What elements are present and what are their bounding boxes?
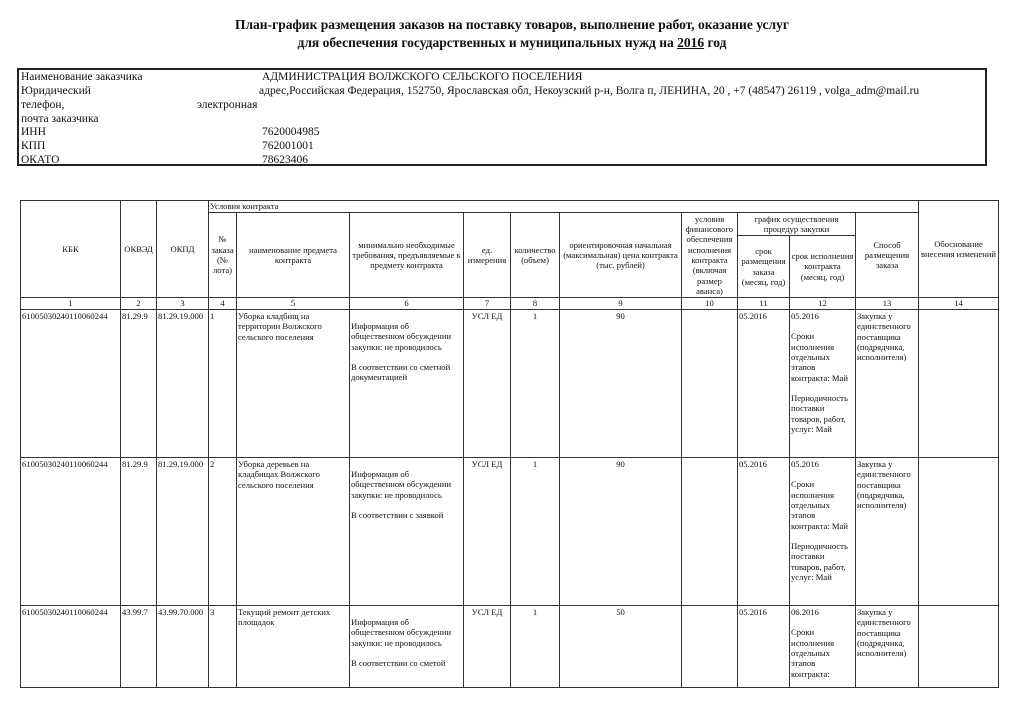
cell-placement: 05.2016 bbox=[738, 606, 790, 688]
exec-terms: Сроки исполнения отдельных этапов контракта: Май bbox=[791, 479, 848, 531]
cell-okved: 81.29.9 bbox=[121, 458, 157, 606]
cell-placement: 05.2016 bbox=[738, 310, 790, 458]
address-value: адрес,Российская Федерация, 152750, Ярославская обл, Некоузский р-н, Волга п, ЛЕНИНА, 20 , +7 (48547) 26119 , volga_adm@mail.ru bbox=[259, 85, 920, 97]
col-number: 10 bbox=[682, 298, 738, 310]
cell-okpd: 43.99.70.000 bbox=[157, 606, 209, 688]
col-number: 14 bbox=[919, 298, 999, 310]
cell-method: Закупка у единственного поставщика (подрядчика, исполнителя) bbox=[856, 310, 919, 458]
cell-subject: Уборка кладбищ на территории Волжского сельского поселения bbox=[237, 310, 350, 458]
cell-kbk: 61005030240110060244 bbox=[21, 310, 121, 458]
okato-value: 78623406 bbox=[262, 154, 308, 166]
exec-date: 05.2016 bbox=[791, 459, 819, 469]
cell-requirements bbox=[350, 606, 464, 688]
kpp-label: КПП bbox=[21, 140, 46, 152]
cell-requirements bbox=[350, 458, 464, 606]
cell-justification bbox=[919, 606, 999, 688]
cell-price: 50 bbox=[560, 606, 682, 688]
req-basis: В соответствии со сметой bbox=[351, 657, 446, 668]
header-unit: ед. измерения bbox=[464, 213, 511, 298]
cell-placement: 05.2016 bbox=[738, 458, 790, 606]
header-requirements: минимально необходимые требования, предъявляемые к предмету контракта bbox=[350, 213, 464, 298]
inn-value: 7620004985 bbox=[262, 126, 320, 138]
phone-label: телефон, bbox=[21, 99, 65, 111]
col-number: 3 bbox=[157, 298, 209, 310]
header-security: условия финансового обеспечения исполнения контракта (включая размер аванса) bbox=[682, 213, 738, 298]
cell-okpd: 81.29.19.000 bbox=[157, 458, 209, 606]
table-row bbox=[21, 310, 999, 458]
header-conditions: Условия контракта bbox=[209, 201, 919, 213]
cell-execution bbox=[790, 458, 856, 606]
req-discussion: Информация об общественном обсуждении закупки: не проводилось bbox=[351, 617, 452, 648]
title-prefix: для обеспечения государственных и муниципальных нужд на bbox=[297, 35, 674, 50]
page-title-line1: План-график размещения заказов на поставку товаров, выполнение работ, оказание услуг bbox=[234, 17, 789, 32]
col-number: 1 bbox=[21, 298, 121, 310]
col-number: 5 bbox=[237, 298, 350, 310]
customer-info-box bbox=[17, 68, 987, 166]
header-price: ориентировочная начальная (максимальная) цена контракта (тыс. рублей) bbox=[560, 213, 682, 298]
email-label-2: почта заказчика bbox=[21, 113, 99, 125]
col-number: 8 bbox=[511, 298, 560, 310]
email-label-1: электронная bbox=[197, 99, 258, 111]
cell-quantity: 1 bbox=[511, 310, 560, 458]
exec-terms: Сроки исполнения отдельных этапов контракта: Май bbox=[791, 331, 848, 383]
exec-date: 05.2016 bbox=[791, 311, 819, 321]
cell-security bbox=[682, 458, 738, 606]
cell-okved: 81.29.9 bbox=[121, 310, 157, 458]
exec-terms: Сроки исполнения отдельных этапов контракта: bbox=[791, 627, 835, 679]
address-label: Юридический bbox=[21, 85, 91, 97]
customer-name-label: Наименование заказчика bbox=[21, 71, 143, 83]
cell-method: Закупка у единственного поставщика (подрядчика, исполнителя) bbox=[856, 606, 919, 688]
title-year: 2016 bbox=[677, 35, 705, 50]
col-number: 2 bbox=[121, 298, 157, 310]
exec-period: Периодичность поставки товаров, работ, услуг: Май bbox=[791, 392, 848, 434]
cell-quantity: 1 bbox=[511, 606, 560, 688]
header-justification: Обоснование внесения изменений bbox=[919, 201, 999, 298]
cell-lot: 3 bbox=[209, 606, 237, 688]
page-title-line2 bbox=[0, 35, 1024, 51]
col-number: 12 bbox=[790, 298, 856, 310]
header-lot: № заказа (№ лота) bbox=[209, 213, 237, 298]
cell-price: 90 bbox=[560, 458, 682, 606]
cell-kbk: 61005030240110060244 bbox=[21, 458, 121, 606]
kpp-value: 762001001 bbox=[262, 140, 314, 152]
req-discussion: Информация об общественном обсуждении закупки: не проводилось bbox=[351, 321, 452, 352]
header-subject: наименование предмета контракта bbox=[237, 213, 350, 298]
col-number: 6 bbox=[350, 298, 464, 310]
cell-subject: Текущий ремонт детских площадок bbox=[237, 606, 350, 688]
header-placement-term: срок размещения заказа (месяц, год) bbox=[738, 236, 790, 298]
col-number: 11 bbox=[738, 298, 790, 310]
customer-name-value: АДМИНИСТРАЦИЯ ВОЛЖСКОГО СЕЛЬСКОГО ПОСЕЛЕНИЯ bbox=[262, 71, 583, 83]
cell-okpd: 81.29.19.000 bbox=[157, 310, 209, 458]
cell-price: 90 bbox=[560, 310, 682, 458]
exec-date: 06.2016 bbox=[791, 607, 819, 617]
cell-requirements bbox=[350, 310, 464, 458]
table-row bbox=[21, 606, 999, 688]
col-number: 9 bbox=[560, 298, 682, 310]
cell-justification bbox=[919, 310, 999, 458]
cell-unit: УСЛ ЕД bbox=[464, 310, 511, 458]
req-discussion: Информация об общественном обсуждении закупки: не проводилось bbox=[351, 469, 452, 500]
cell-okved: 43.99.7 bbox=[121, 606, 157, 688]
exec-period: Периодичность поставки товаров, работ, услуг: Май bbox=[791, 540, 848, 582]
procurement-table bbox=[20, 200, 999, 688]
cell-method: Закупка у единственного поставщика (подрядчика, исполнителя) bbox=[856, 458, 919, 606]
header-kbk: КБК bbox=[21, 201, 121, 298]
col-number: 13 bbox=[856, 298, 919, 310]
header-schedule: график осуществления процедур закупки bbox=[738, 213, 856, 236]
cell-subject: Уборка деревьев на кладбищах Волжского сельского поселения bbox=[237, 458, 350, 606]
cell-quantity: 1 bbox=[511, 458, 560, 606]
header-okved: ОКВЭД bbox=[121, 201, 157, 298]
cell-execution bbox=[790, 606, 856, 688]
cell-kbk: 61005030240110060244 bbox=[21, 606, 121, 688]
cell-unit: УСЛ ЕД bbox=[464, 606, 511, 688]
cell-unit: УСЛ ЕД bbox=[464, 458, 511, 606]
col-number: 7 bbox=[464, 298, 511, 310]
cell-security bbox=[682, 310, 738, 458]
cell-execution bbox=[790, 310, 856, 458]
header-execution-term: срок исполнения контракта (месяц, год) bbox=[790, 236, 856, 298]
req-basis: В соответствии с заявкой bbox=[351, 509, 444, 520]
col-number: 4 bbox=[209, 298, 237, 310]
req-basis: В соответствии со сметной документацией bbox=[351, 361, 451, 383]
okato-label: ОКАТО bbox=[21, 154, 60, 166]
cell-lot: 2 bbox=[209, 458, 237, 606]
header-method: Способ размещения заказа bbox=[856, 213, 919, 298]
title-suffix: год bbox=[707, 35, 727, 50]
cell-justification bbox=[919, 458, 999, 606]
inn-label: ИНН bbox=[21, 126, 46, 138]
cell-lot: 1 bbox=[209, 310, 237, 458]
table-row bbox=[21, 458, 999, 606]
header-quantity: количество (объем) bbox=[511, 213, 560, 298]
cell-security bbox=[682, 606, 738, 688]
header-okpd: ОКПД bbox=[157, 201, 209, 298]
